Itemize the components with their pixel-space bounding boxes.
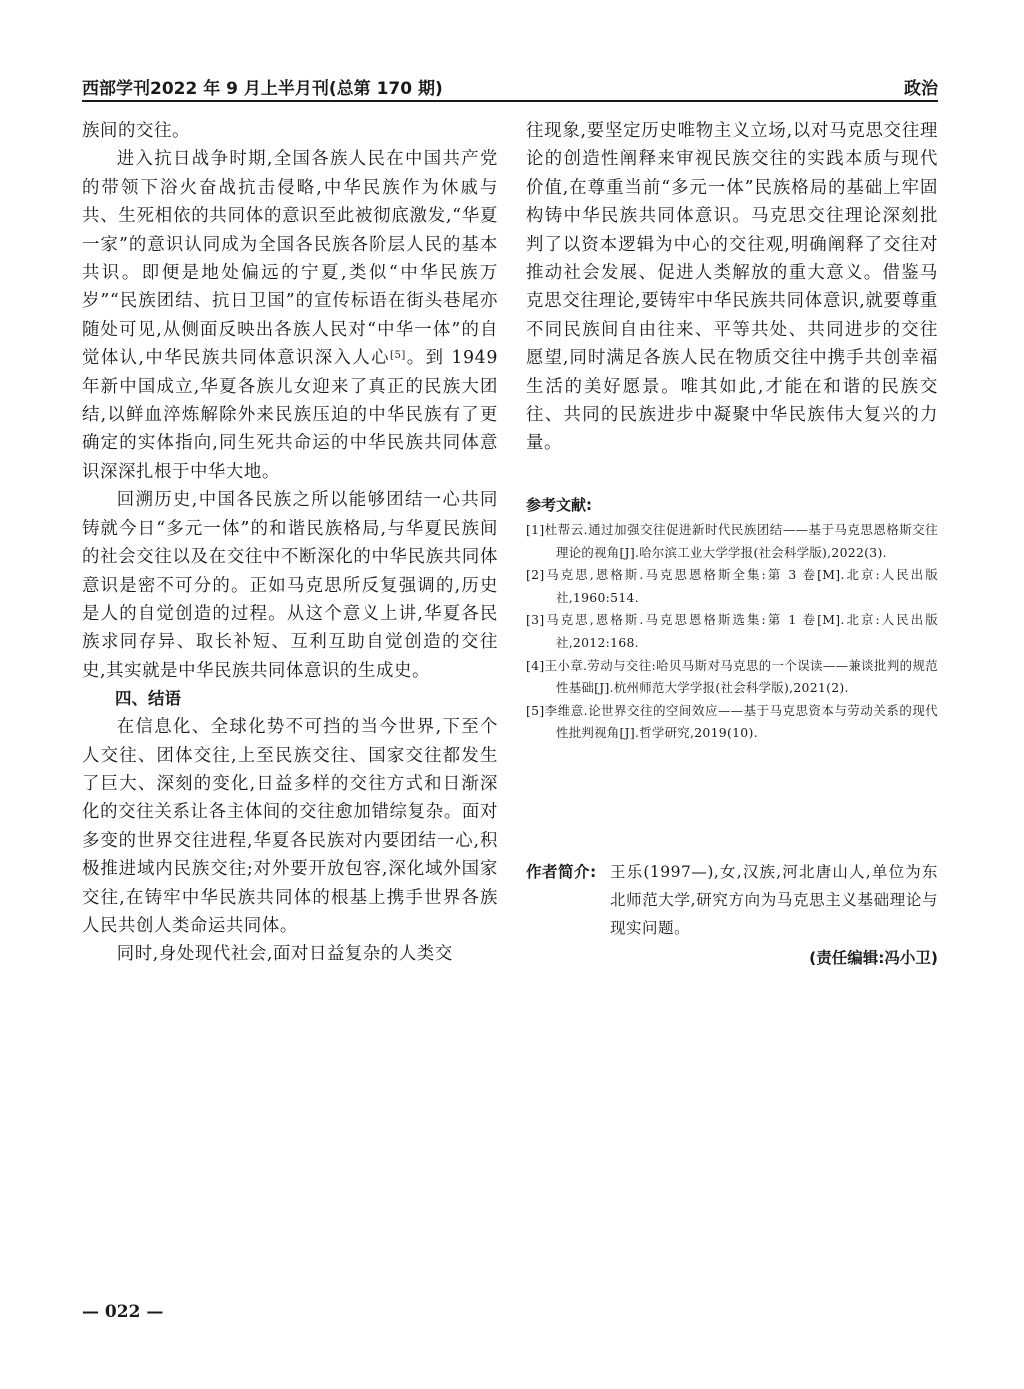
paragraph: 往现象,要坚定历史唯物主义立场,以对马克思交往理论的创造性阐释来审视民族交往的实践本质与现代价值,在尊重当前“多元一体”民族格局的基础上牢固构铸中华民族共同体意识。马克思交往理论深刻批判了以资本逻辑为中心的交往观,明确阐释了交往对推动社会发展、促进人类解放的重大意义。借鉴马克思交往理论,要铸牢中华民族共同体意识,就要尊重不同民族间自由往来、平等共处、共同进步的交往愿望,同时满足各族人民在物质交往中携手共创幸福生活的美好愿景。唯其如此,才能在和谐的民族交往、共同的民族进步中凝聚中华民族伟大复兴的力量。	[526, 121, 938, 454]
paragraph: 回溯历史,中国各民族之所以能够团结一心共同铸就今日“多元一体”的和谐民族格局,与华夏民族间的社会交往以及在交往中不断深化的中华民族共同体意识是密不可分的。正如马克思所反复强调的,历史是人的自觉创造的过程。从这个意义上讲,华夏各民族求同存异、取长补短、互利互助自觉创造的交往史,其实就是中华民族共同体意识的生成史。	[82, 490, 498, 681]
running-header	[82, 72, 938, 100]
author-bio-label: 作者简介:	[526, 863, 597, 881]
reference-item: [4]王小章.劳动与交往:哈贝马斯对马克思的一个误读——兼谈批判的规范性基础[J].杭州师范大学学报(社会科学版),2021(2).	[526, 657, 938, 696]
header-rule	[82, 100, 938, 102]
section-heading: 四、结语	[115, 689, 181, 709]
left-column	[82, 117, 498, 969]
paragraph: 在信息化、全球化势不可挡的当今世界,下至个人交往、团体交往,上至民族交往、国家交往都发生了巨大、深刻的变化,日益多样的交往方式和日渐深化的交往关系让各主体间的交往愈加错综复杂。面对多变的世界交往进程,华夏各民族对内要团结一心,积极推进域内民族交往;对外要开放包容,深化域外国家交往,在铸牢中华民族共同体的根基上携手世界各族人民共创人类命运共同体。	[82, 717, 498, 936]
paragraph	[82, 145, 498, 486]
reference-item: [1]杜帮云.通过加强交往促进新时代民族团结——基于马克思恩格斯交往理论的视角[J].哈尔滨工业大学学报(社会科学版),2022(3).	[526, 522, 938, 560]
reference-item: [5]李维意.论世界交往的空间效应——基于马克思资本与劳动关系的现代性批判视角[J].哲学研究,2019(10).	[526, 702, 938, 741]
author-bio	[526, 858, 938, 942]
paragraph: 族间的交往。	[82, 121, 190, 141]
paragraph: 同时,身处现代社会,面对日益复杂的人类交	[116, 944, 453, 965]
journal-title: 西部学刊2022 年 9 月上半月刊(总第 170 期)	[82, 79, 443, 99]
reference-item: [2]马克思,恩格斯.马克思恩格斯全集:第 3 卷[M].北京:人民出版社,1960:514.	[526, 567, 938, 605]
citation-marker: [5]	[389, 350, 406, 362]
author-bio-text: 王乐(1997—),女,汉族,河北唐山人,单位为东北师范大学,研究方向为马克思主义基础理论与现实问题。	[610, 863, 938, 937]
paragraph-text: 进入抗日战争时期,全国各族人民在中国共产党的带领下浴火奋战抗击侵略,中华民族作为休戚与共、生死相依的共同体的意识至此被彻底激发,“华夏一家”的意识认同成为全国各民族各阶层人民的基本共识。即便是地处偏远的宁夏,类似“中华民族万岁”“民族团结、抗日卫国”的宣传标语在街头巷尾亦随处可见,从侧面反映出各族人民对“中华一体”的自觉体认,中华民族共同体意识深入人心	[82, 149, 498, 369]
section-label: 政治	[904, 79, 938, 99]
references-title: 参考文献:	[526, 496, 592, 514]
right-column	[526, 117, 938, 458]
references	[526, 493, 938, 745]
reference-item: [3]马克思,恩格斯.马克思恩格斯选集:第 1 卷[M].北京:人民出版社,2012:168.	[526, 612, 938, 650]
responsible-editor: (责任编辑:冯小卫)	[809, 949, 938, 967]
page-number: — 022 —	[82, 1302, 164, 1322]
paragraph-text: 。到 1949 年新中国成立,华夏各族儿女迎来了真正的民族大团结,以鲜血淬炼解除外来民族压迫的中华民族有了更确定的实体指向,同生死共命运的中华民族共同体意识深深扎根于中华大地。	[82, 348, 498, 482]
